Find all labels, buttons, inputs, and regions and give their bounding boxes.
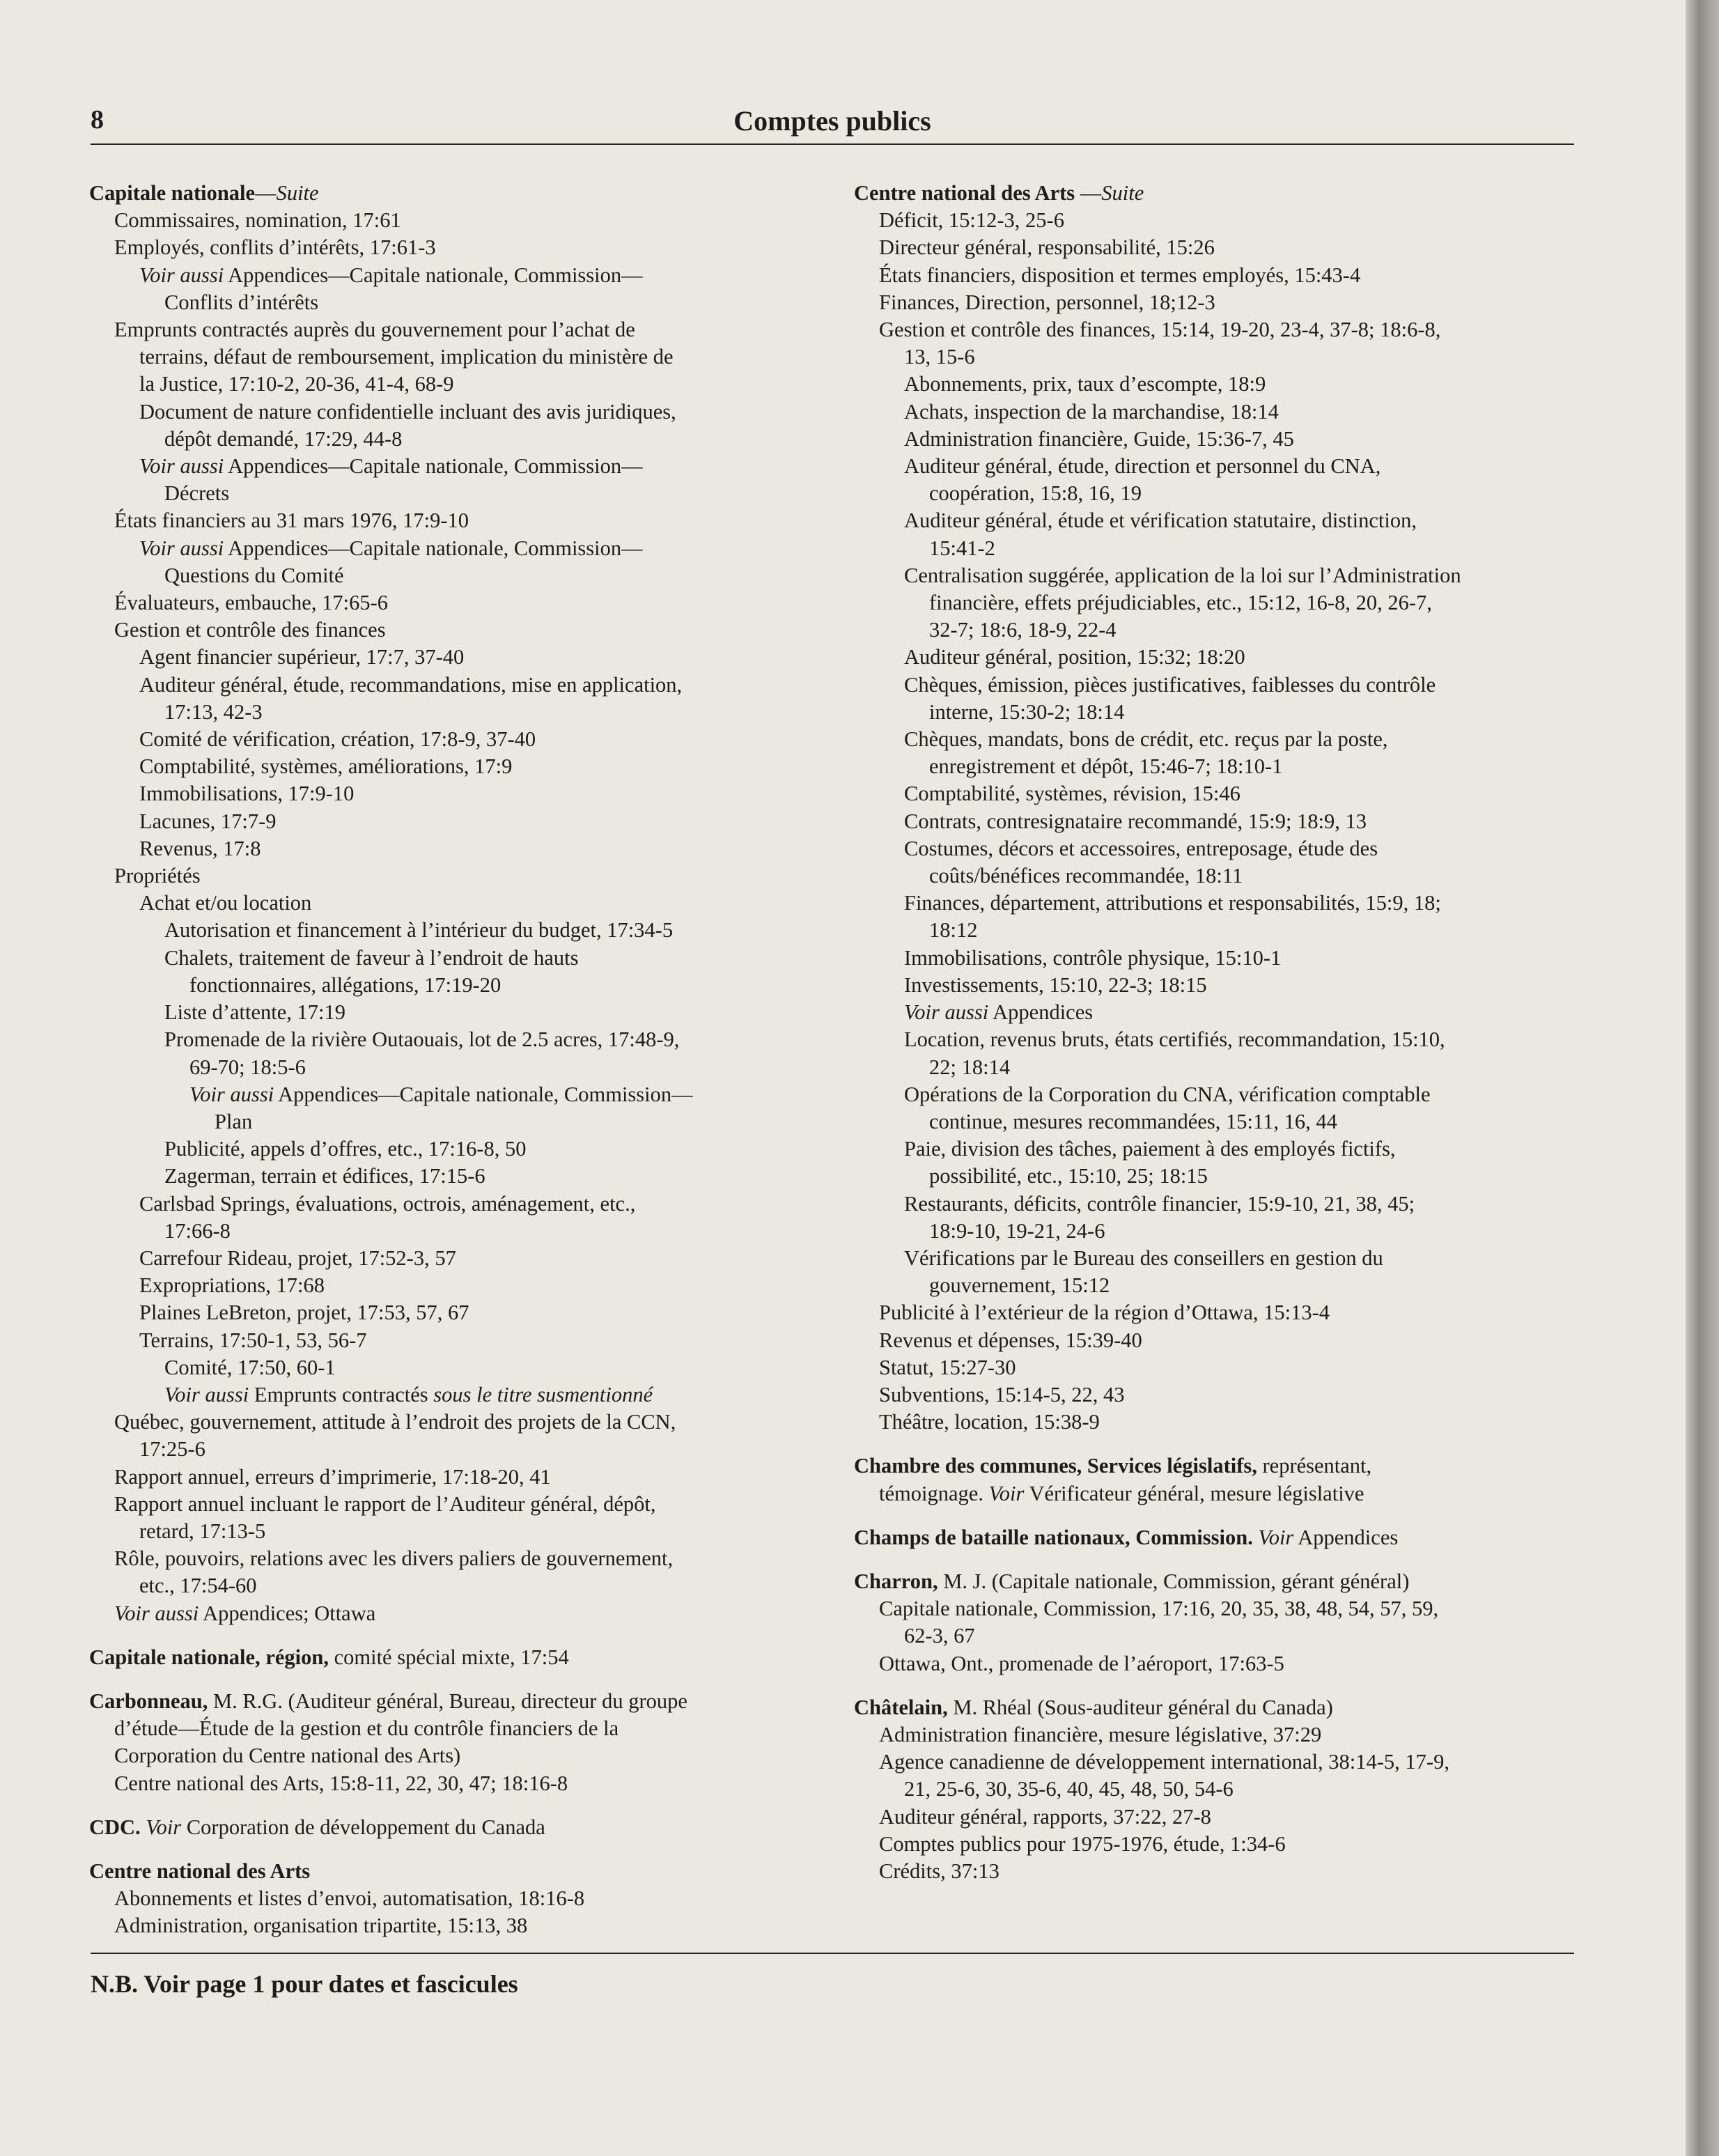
entry-text: Rapport annuel, erreurs d’imprimerie, 17:18-20, 41 <box>114 1464 551 1489</box>
entry-text: la Justice, 17:10-2, 20-36, 41-4, 68-9 <box>139 372 454 396</box>
entry-text: Chambre des communes, Services législatifs, <box>854 1454 1257 1478</box>
index-entry <box>854 726 1578 753</box>
index-entry <box>854 1622 1578 1650</box>
index-entry <box>854 207 1578 234</box>
index-entry <box>89 890 800 917</box>
index-entry <box>89 1464 800 1491</box>
entry-text: Chalets, traitement de faveur à l’endroit de hauts <box>164 945 579 970</box>
entry-text: Crédits, 37:13 <box>879 1859 999 1883</box>
entry-text: Immobilisations, contrôle physique, 15:10-1 <box>904 945 1282 970</box>
index-entry <box>89 1715 800 1742</box>
entry-text: Appendices—Capitale nationale, Commission— <box>224 263 643 287</box>
index-entry <box>854 453 1578 480</box>
entry-text: Revenus et dépenses, 15:39-40 <box>879 1328 1142 1352</box>
index-entry <box>89 1885 800 1912</box>
index-entry <box>89 589 800 616</box>
index-entry <box>854 753 1578 780</box>
entry-text: 15:41-2 <box>929 536 995 560</box>
entry-text: Propriétés <box>114 864 201 888</box>
entry-text: comité spécial mixte, 17:54 <box>328 1645 569 1669</box>
entry-text: Achats, inspection de la marchandise, 18:14 <box>904 399 1279 424</box>
entry-text: Autorisation et financement à l’intérieur du budget, 17:34-5 <box>164 918 674 943</box>
entry-text: Gestion et contrôle des finances <box>114 618 386 642</box>
index-entry <box>89 699 800 726</box>
index-entry <box>89 343 800 371</box>
index-entry <box>89 1600 800 1627</box>
entry-text: Suite <box>276 181 319 205</box>
entry-text: Investissements, 15:10, 22-3; 18:15 <box>904 972 1207 997</box>
entry-text: Rapport annuel incluant le rapport de l’Auditeur général, dépôt, <box>114 1491 656 1516</box>
entry-text: Plan <box>215 1109 253 1133</box>
entry-text: Paie, division des tâches, paiement à des employés fictifs, <box>904 1137 1396 1161</box>
index-entry <box>89 1218 800 1245</box>
index-entry <box>854 343 1578 371</box>
index-entry <box>854 1650 1578 1677</box>
entry-text: interne, 15:30-2; 18:14 <box>929 699 1125 724</box>
entry-text: Voir <box>146 1815 182 1839</box>
entry-text: Auditeur général, étude et vérification statutaire, distinction, <box>904 509 1417 533</box>
index-entry <box>89 535 800 562</box>
entry-text: Voir <box>988 1481 1025 1505</box>
entry-text: Évaluateurs, embauche, 17:65-6 <box>114 591 388 615</box>
index-entry <box>89 398 800 426</box>
index-entry <box>89 1272 800 1299</box>
index-entry <box>89 862 800 890</box>
index-entry <box>89 371 800 398</box>
index-entry <box>854 1776 1578 1803</box>
index-entry <box>854 1191 1578 1218</box>
entry-text: 17:13, 42-3 <box>164 699 263 724</box>
entry-text: M. Rhéal (Sous-auditeur général du Canada) <box>947 1695 1333 1719</box>
running-title: Comptes publics <box>733 105 931 137</box>
entry-text: — <box>1075 181 1102 205</box>
index-entry <box>854 1858 1578 1885</box>
index-entry <box>89 1742 800 1769</box>
entry-text: Voir aussi <box>164 1382 249 1406</box>
index-entry <box>854 371 1578 398</box>
entry-text: retard, 17:13-5 <box>139 1519 266 1543</box>
entry-text: Déficit, 15:12-3, 25-6 <box>879 208 1064 233</box>
index-entry <box>89 1912 800 1939</box>
index-column-right <box>854 180 1578 1885</box>
entry-text: fonctionnaires, allégations, 17:19-20 <box>189 972 501 997</box>
index-entry <box>89 1135 800 1163</box>
entry-text: Voir aussi <box>189 1082 274 1106</box>
footer-rule <box>91 1953 1574 1954</box>
entry-text: Publicité à l’extérieur de la région d’Ottawa, 15:13-4 <box>879 1301 1330 1325</box>
index-entry <box>89 289 800 316</box>
entry-text: Statut, 15:27-30 <box>879 1355 1016 1379</box>
entry-gap <box>854 1551 1578 1568</box>
entry-text: 21, 25-6, 30, 35-6, 40, 45, 48, 50, 54-6 <box>904 1777 1234 1801</box>
entry-gap <box>89 1671 800 1688</box>
entry-text: États financiers au 31 mars 1976, 17:9-10 <box>114 509 469 533</box>
index-entry <box>854 1409 1578 1436</box>
entry-text: Centre national des Arts, 15:8-11, 22, 30, 47; 18:16-8 <box>114 1771 568 1795</box>
entry-text: Promenade de la rivière Outaouais, lot de 2.5 acres, 17:48-9, <box>164 1027 680 1052</box>
entry-text: dépôt demandé, 17:29, 44-8 <box>164 426 403 451</box>
index-entry <box>854 426 1578 453</box>
index-entry <box>854 672 1578 699</box>
index-entry <box>854 917 1578 944</box>
index-entry <box>854 234 1578 261</box>
index-entry <box>854 1748 1578 1776</box>
index-entry <box>854 262 1578 289</box>
entry-text: Comptes publics pour 1975-1976, étude, 1:34-6 <box>879 1831 1286 1856</box>
entry-text: Comité, 17:50, 60-1 <box>164 1355 336 1379</box>
index-entry <box>854 398 1578 426</box>
entry-gap <box>854 1507 1578 1524</box>
index-entry <box>89 1299 800 1326</box>
entry-text: financière, effets préjudiciables, etc., 15:12, 16-8, 20, 26-7, <box>929 591 1432 615</box>
index-heading <box>89 1688 800 1715</box>
entry-text: Voir aussi <box>139 454 224 479</box>
index-entry <box>854 835 1578 862</box>
index-entry <box>89 562 800 589</box>
index-entry <box>854 1480 1578 1507</box>
entry-text: Voir aussi <box>139 536 224 560</box>
index-heading <box>854 1524 1578 1551</box>
index-entry <box>854 1081 1578 1108</box>
index-entry <box>89 1770 800 1797</box>
entry-text: Emprunts contractés auprès du gouvernement pour l’achat de <box>114 318 635 342</box>
index-entry <box>854 945 1578 972</box>
entry-text: Conflits d’intérêts <box>164 290 319 314</box>
entry-text: sous le titre susmentionné <box>433 1382 653 1406</box>
entry-text: Carlsbad Springs, évaluations, octrois, aménagement, etc., <box>139 1191 636 1216</box>
entry-text: Questions du Comité <box>164 563 344 587</box>
entry-text: 18:12 <box>929 918 978 943</box>
index-entry <box>854 1218 1578 1245</box>
entry-text: continue, mesures recommandées, 15:11, 16, 44 <box>929 1109 1337 1133</box>
entry-text: 13, 15-6 <box>904 345 975 369</box>
index-entry <box>89 672 800 699</box>
index-entry <box>89 644 800 671</box>
entry-text: Théâtre, location, 15:38-9 <box>879 1410 1100 1434</box>
index-entry <box>89 480 800 507</box>
index-entry <box>854 1381 1578 1409</box>
index-entry <box>89 1409 800 1436</box>
index-entry <box>854 699 1578 726</box>
entry-text: Ottawa, Ont., promenade de l’aéroport, 17:63-5 <box>879 1651 1284 1675</box>
entry-text: Centre national des Arts <box>854 181 1075 205</box>
entry-text: Restaurants, déficits, contrôle financier, 15:9-10, 21, 38, 45; <box>904 1191 1415 1216</box>
entry-text: Contrats, contresignataire recommandé, 15:9; 18:9, 13 <box>904 809 1367 833</box>
index-entry <box>89 1245 800 1272</box>
index-entry <box>854 289 1578 316</box>
index-entry <box>89 262 800 289</box>
entry-text: Publicité, appels d’offres, etc., 17:16-8, 50 <box>164 1137 527 1161</box>
entry-text: 18:9-10, 19-21, 24-6 <box>929 1218 1105 1243</box>
entry-text: enregistrement et dépôt, 15:46-7; 18:10-1 <box>929 754 1283 779</box>
index-entry <box>854 999 1578 1026</box>
entry-text: Capitale nationale, région, <box>89 1645 329 1669</box>
entry-gap <box>89 1627 800 1644</box>
page-number: 8 <box>91 105 104 134</box>
entry-text: Finances, département, attributions et responsabilités, 15:9, 18; <box>904 891 1441 915</box>
entry-text: Champs de bataille nationaux, Commission. <box>854 1525 1253 1549</box>
entry-text: Voir aussi <box>114 1601 199 1625</box>
entry-text: terrains, défaut de remboursement, implication du ministère de <box>139 345 674 369</box>
index-entry <box>854 507 1578 534</box>
entry-text: M. J. (Capitale nationale, Commission, gérant général) <box>938 1569 1410 1593</box>
entry-text: Rôle, pouvoirs, relations avec les divers paliers de gouvernement, <box>114 1546 674 1571</box>
index-entry <box>854 1163 1578 1190</box>
index-entry <box>89 945 800 972</box>
entry-text: Charron, <box>854 1569 938 1593</box>
index-entry <box>854 1108 1578 1135</box>
index-entry <box>89 753 800 780</box>
entry-gap <box>89 1797 800 1814</box>
index-entry <box>89 1354 800 1381</box>
entry-text: Opérations de la Corporation du CNA, vérification comptable <box>904 1082 1431 1106</box>
entry-gap <box>854 1436 1578 1452</box>
entry-text: Document de nature confidentielle incluant des avis juridiques, <box>139 399 676 424</box>
entry-text: Commissaires, nomination, 17:61 <box>114 208 401 233</box>
index-entry <box>854 1804 1578 1831</box>
index-entry <box>89 1163 800 1190</box>
entry-text: 17:25-6 <box>139 1437 205 1461</box>
entry-text: Capitale nationale, Commission, 17:16, 20, 35, 38, 48, 54, 57, 59, <box>879 1597 1439 1621</box>
index-entry <box>89 835 800 862</box>
index-entry <box>89 1327 800 1354</box>
index-entry <box>89 1191 800 1218</box>
entry-text: Carrefour Rideau, projet, 17:52-3, 57 <box>139 1246 456 1270</box>
index-entry <box>89 780 800 807</box>
entry-text: gouvernement, 15:12 <box>929 1273 1110 1298</box>
entry-text: 62-3, 67 <box>904 1624 975 1648</box>
entry-text: Administration financière, Guide, 15:36-7, 45 <box>904 426 1294 451</box>
entry-text: Auditeur général, rapports, 37:22, 27-8 <box>879 1804 1211 1829</box>
index-entry <box>89 1572 800 1599</box>
entry-text: Comptabilité, systèmes, améliorations, 17:9 <box>139 754 513 779</box>
entry-text: Vérifications par le Bureau des conseillers en gestion du <box>904 1246 1383 1270</box>
entry-text: Chèques, émission, pièces justificatives, faiblesses du contrôle <box>904 672 1436 697</box>
index-entry <box>89 316 800 343</box>
entry-gap <box>854 1677 1578 1694</box>
entry-text: Suite <box>1101 181 1144 205</box>
index-entry <box>89 972 800 999</box>
index-entry <box>854 1721 1578 1748</box>
index-entry <box>89 507 800 534</box>
entry-text: Finances, Direction, personnel, 18;12-3 <box>879 290 1215 314</box>
entry-text: Appendices—Capitale nationale, Commission— <box>274 1082 693 1106</box>
entry-text: Abonnements, prix, taux d’escompte, 18:9 <box>904 372 1266 396</box>
entry-text: Abonnements et listes d’envoi, automatisation, 18:16-8 <box>114 1886 585 1911</box>
index-entry <box>89 1081 800 1108</box>
index-entry <box>854 644 1578 671</box>
index-entry <box>89 616 800 644</box>
entry-text: Châtelain, <box>854 1695 948 1719</box>
index-entry <box>854 480 1578 507</box>
entry-text: Chèques, mandats, bons de crédit, etc. reçus par la poste, <box>904 727 1388 752</box>
index-entry <box>89 1518 800 1545</box>
index-entry <box>89 917 800 944</box>
entry-text: — <box>255 181 277 205</box>
entry-text: Agent financier supérieur, 17:7, 37-40 <box>139 645 465 669</box>
index-entry <box>89 1491 800 1518</box>
entry-text: Capitale nationale <box>89 181 256 205</box>
index-entry <box>854 589 1578 616</box>
index-entry <box>89 207 800 234</box>
entry-text: Location, revenus bruts, états certifiés, recommandation, 15:10, <box>904 1027 1445 1052</box>
entry-text: Carbonneau, <box>89 1689 208 1713</box>
index-entry <box>89 1026 800 1053</box>
index-heading <box>854 1568 1578 1595</box>
index-entry <box>89 1381 800 1409</box>
entry-text: coûts/bénéfices recommandée, 18:11 <box>929 864 1243 888</box>
index-entry <box>854 862 1578 890</box>
index-heading <box>89 180 800 207</box>
index-entry <box>854 1272 1578 1299</box>
index-entry <box>854 972 1578 999</box>
entry-text: possibilité, etc., 15:10, 25; 18:15 <box>929 1164 1208 1188</box>
entry-text: États financiers, disposition et termes employés, 15:43-4 <box>879 263 1361 287</box>
entry-text: Corporation de développement du Canada <box>181 1815 545 1839</box>
entry-text: Voir aussi <box>904 1000 989 1025</box>
entry-text: d’étude—Étude de la gestion et du contrôle financiers de la <box>114 1716 619 1741</box>
entry-text: Décrets <box>164 481 230 506</box>
index-entry <box>854 890 1578 917</box>
entry-text: Liste d’attente, 17:19 <box>164 1000 346 1025</box>
index-entry <box>854 808 1578 835</box>
index-entry <box>89 999 800 1026</box>
entry-text: Corporation du Centre national des Arts) <box>114 1744 461 1768</box>
index-entry <box>854 316 1578 343</box>
index-entry <box>89 726 800 753</box>
entry-text: Auditeur général, étude, recommandations, mise en application, <box>139 672 683 697</box>
entry-text: Subventions, 15:14-5, 22, 43 <box>879 1382 1125 1406</box>
entry-text: Centre national des Arts <box>89 1859 311 1883</box>
index-entry <box>854 616 1578 644</box>
entry-text: Comité de vérification, création, 17:8-9, 37-40 <box>139 727 536 752</box>
index-entry <box>854 1054 1578 1081</box>
entry-text: etc., 17:54-60 <box>139 1574 257 1598</box>
entry-text: Achat et/ou location <box>139 891 312 915</box>
index-entry <box>854 1026 1578 1053</box>
entry-text: représentant, <box>1257 1454 1372 1478</box>
entry-text: Comptabilité, systèmes, révision, 15:46 <box>904 782 1240 806</box>
index-entry <box>89 1054 800 1081</box>
entry-text: Auditeur général, étude, direction et personnel du CNA, <box>904 454 1381 479</box>
index-heading <box>89 1858 800 1885</box>
entry-text: Appendices <box>1293 1525 1399 1549</box>
entry-text: Terrains, 17:50-1, 53, 56-7 <box>139 1328 367 1352</box>
index-entry <box>89 234 800 261</box>
index-entry <box>89 453 800 480</box>
index-entry <box>854 1327 1578 1354</box>
entry-text: Appendices; Ottawa <box>199 1601 376 1625</box>
index-entry <box>854 780 1578 807</box>
index-entry <box>854 562 1578 589</box>
index-entry <box>854 1595 1578 1622</box>
index-entry <box>854 1299 1578 1326</box>
entry-text: Voir <box>1258 1525 1294 1549</box>
entry-text: Québec, gouvernement, attitude à l’endroit des projets de la CCN, <box>114 1410 676 1434</box>
entry-text: Centralisation suggérée, application de la loi sur l’Administration <box>904 563 1461 587</box>
entry-text: Revenus, 17:8 <box>139 836 261 860</box>
entry-text: 32-7; 18:6, 18-9, 22-4 <box>929 618 1117 642</box>
entry-text: Administration financière, mesure législative, 37:29 <box>879 1722 1322 1746</box>
index-entry <box>89 1545 800 1572</box>
index-entry <box>854 1831 1578 1858</box>
index-entry <box>89 1436 800 1463</box>
index-entry <box>854 535 1578 562</box>
index-heading <box>854 1452 1578 1480</box>
index-entry <box>89 426 800 453</box>
entry-text: Appendices—Capitale nationale, Commission— <box>224 536 643 560</box>
index-entry <box>854 1135 1578 1163</box>
header-rule <box>91 144 1574 145</box>
index-heading <box>854 180 1578 207</box>
index-entry <box>89 808 800 835</box>
entry-text: Employés, conflits d’intérêts, 17:61-3 <box>114 235 436 260</box>
entry-text: Lacunes, 17:7-9 <box>139 809 277 833</box>
entry-text: Appendices—Capitale nationale, Commission— <box>224 454 643 479</box>
entry-text: coopération, 15:8, 16, 19 <box>929 481 1142 506</box>
footer-note: N.B. Voir page 1 pour dates et fascicules <box>91 1970 518 1998</box>
page-header <box>91 103 1574 142</box>
entry-text: 17:66-8 <box>164 1218 231 1243</box>
entry-text: Agence canadienne de développement international, 38:14-5, 17-9, <box>879 1750 1449 1774</box>
entry-text: Voir aussi <box>139 263 224 287</box>
entry-text: Directeur général, responsabilité, 15:26 <box>879 235 1215 260</box>
index-column-left <box>89 180 800 1940</box>
index-entry <box>854 1354 1578 1381</box>
entry-text: Vérificateur général, mesure législative <box>1024 1481 1364 1505</box>
index-entry <box>854 1245 1578 1272</box>
entry-text: Emprunts contractés <box>249 1382 434 1406</box>
entry-text: témoignage. <box>879 1481 989 1505</box>
entry-text: Gestion et contrôle des finances, 15:14, 19-20, 23-4, 37-8; 18:6-8, <box>879 318 1441 342</box>
entry-text: Administration, organisation tripartite, 15:13, 38 <box>114 1914 528 1938</box>
entry-text: M. R.G. (Auditeur général, Bureau, directeur du groupe <box>208 1689 687 1713</box>
page-binding-edge <box>1686 0 1719 2156</box>
entry-text: CDC. <box>89 1815 141 1839</box>
entry-text: 69-70; 18:5-6 <box>189 1055 306 1079</box>
index-heading <box>89 1814 800 1841</box>
index-entry <box>89 1108 800 1135</box>
entry-text: Zagerman, terrain et édifices, 17:15-6 <box>164 1164 485 1188</box>
entry-text: Costumes, décors et accessoires, entreposage, étude des <box>904 836 1378 860</box>
entry-text: 22; 18:14 <box>929 1055 1011 1079</box>
entry-text: Appendices <box>988 1000 1094 1025</box>
entry-text: Expropriations, 17:68 <box>139 1273 325 1298</box>
entry-text: Immobilisations, 17:9-10 <box>139 782 355 806</box>
index-heading <box>89 1644 800 1671</box>
entry-gap <box>89 1841 800 1858</box>
entry-text: Auditeur général, position, 15:32; 18:20 <box>904 645 1245 669</box>
index-heading <box>854 1694 1578 1721</box>
entry-text: Plaines LeBreton, projet, 17:53, 57, 67 <box>139 1301 469 1325</box>
